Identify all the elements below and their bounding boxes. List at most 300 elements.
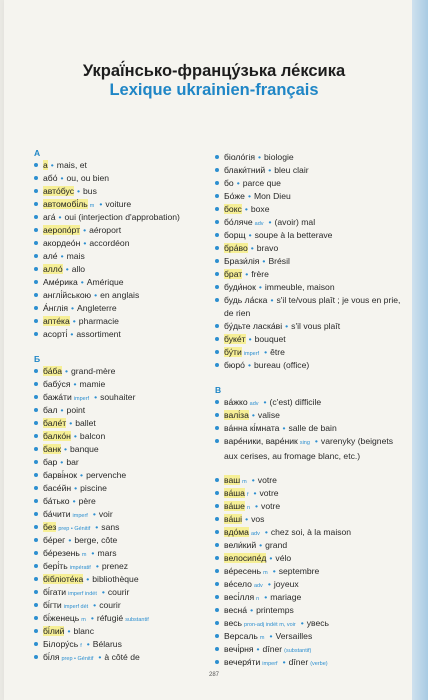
entry-translation: voiture (105, 199, 132, 209)
bullet-icon (34, 603, 38, 607)
dictionary-entry (215, 203, 407, 216)
entry-translation: vélo (275, 553, 292, 563)
entry-translation: accordéon (89, 238, 130, 248)
entry-word: буке́т (224, 334, 246, 344)
entry-word: бра́во (224, 243, 248, 253)
dictionary-entry (34, 328, 214, 341)
dictionary-entry (215, 164, 407, 177)
entry-translation: Brésil (268, 256, 290, 266)
separator-dot: • (93, 600, 97, 610)
bullet-icon (34, 332, 38, 336)
separator-dot: • (94, 392, 98, 402)
grammar-tag: m (81, 617, 86, 623)
entry-translation: chez soi, à la maison (270, 527, 352, 537)
entry-word: бі́женець (43, 613, 80, 623)
bullet-icon (34, 564, 38, 568)
entry-translation: dîner (262, 644, 283, 654)
entry-word: весь (224, 618, 243, 628)
bullet-icon (34, 408, 38, 412)
dictionary-entry (215, 539, 407, 552)
bullet-icon (34, 254, 38, 258)
grammar-tag: m (263, 570, 268, 576)
separator-dot: • (86, 574, 90, 584)
entry-word: ба́ба (43, 366, 63, 376)
dictionary-entry (215, 333, 407, 346)
entry-word: авто́бус (43, 186, 75, 196)
bullet-icon (215, 556, 219, 560)
entry-word: весі́лля (224, 592, 255, 602)
entry-translation: banque (70, 444, 99, 454)
entry-word: будь ла́ска (224, 295, 268, 305)
left-column (34, 147, 214, 664)
separator-dot: • (263, 397, 267, 407)
grammar-tag: substantif (125, 617, 149, 623)
entry-translation: courir (99, 600, 121, 610)
entry-translation: parce que (242, 178, 281, 188)
dictionary-entry (34, 302, 214, 315)
dictionary-entry (34, 289, 214, 302)
entry-translation: ballet (75, 418, 96, 428)
section-letter: А (34, 148, 41, 158)
entry-translation: blanc (73, 626, 95, 636)
entry-translation: vos (251, 514, 265, 524)
separator-dot: • (244, 204, 248, 214)
separator-dot: • (95, 522, 99, 532)
separator-dot: • (64, 444, 68, 454)
dictionary-entry (34, 250, 214, 263)
bullet-icon (34, 382, 38, 386)
entry-translation: prenez (101, 561, 129, 571)
dictionary-entry (215, 346, 407, 359)
dictionary-entry (34, 534, 214, 547)
entry-word: бу́дьте ласка́ві (224, 321, 283, 331)
dictionary-entry (215, 294, 407, 320)
separator-dot: • (72, 496, 76, 506)
entry-word: бі́гати (43, 587, 67, 597)
separator-dot: • (255, 501, 259, 511)
separator-dot: • (70, 329, 74, 339)
dictionary-entry (34, 224, 214, 237)
separator-dot: • (65, 264, 69, 274)
entry-word: ваш (224, 475, 241, 485)
dictionary-entry (215, 500, 407, 513)
entry-translation: Bélarus (92, 639, 122, 649)
separator-dot: • (269, 631, 273, 641)
dictionary-entry (34, 612, 214, 625)
entry-translation: courir (107, 587, 130, 597)
bullet-icon (34, 189, 38, 193)
entry-word: велосипе́д (224, 553, 267, 563)
entry-translation: printemps (256, 605, 294, 615)
entry-translation: dîner (288, 657, 309, 667)
separator-dot: • (268, 165, 272, 175)
dictionary-entry (215, 435, 407, 474)
entry-word: Бо́же (224, 191, 245, 201)
entry-word: вели́кий (224, 540, 257, 550)
entry-translation: s'il te/vous plaît ; je vous en prie, de rien (224, 295, 401, 318)
entry-word: варе́ники, варе́ник (224, 436, 298, 446)
dictionary-entry (215, 552, 407, 565)
bullet-icon (34, 512, 38, 516)
dictionary-entry (215, 255, 407, 268)
entry-word: асорті́ (43, 329, 68, 339)
entry-word: бу́ти (224, 347, 242, 357)
entry-word: ва́нна кі́мната (224, 423, 280, 433)
entry-word: ве́село (224, 579, 252, 589)
grammar-tag: imperf (262, 661, 278, 667)
bullet-icon (34, 499, 38, 503)
separator-dot: • (282, 657, 286, 667)
dictionary-entry (215, 216, 407, 229)
grammar-tag: imperf (243, 351, 260, 357)
separator-dot: • (300, 618, 304, 628)
separator-dot: • (60, 173, 64, 183)
entry-word: вечі́рня (224, 644, 254, 654)
dictionary-entry (215, 190, 407, 203)
dictionary-entry (215, 617, 407, 630)
bullet-icon (215, 426, 219, 430)
entry-word: бале́т (43, 418, 67, 428)
entry-word: бокс (224, 204, 242, 214)
separator-dot: • (264, 527, 268, 537)
dictionary-entry (34, 443, 214, 456)
dictionary-entry (215, 604, 407, 617)
separator-dot: • (258, 282, 262, 292)
separator-dot: • (264, 347, 268, 357)
dictionary-entry (34, 404, 214, 417)
entry-word: вдо́ма (224, 527, 249, 537)
dictionary-entry (34, 651, 214, 664)
separator-dot: • (269, 553, 273, 563)
entry-translation: point (66, 405, 86, 415)
entry-translation: Versailles (275, 631, 313, 641)
entry-translation: bar (66, 457, 79, 467)
dictionary-entry (34, 365, 214, 378)
bullet-icon (34, 538, 38, 542)
separator-dot: • (83, 238, 87, 248)
dictionary-entry (34, 560, 214, 573)
entry-word: ва́ша (224, 488, 245, 498)
entry-word: бабу́ся (43, 379, 71, 389)
bullet-icon (34, 163, 38, 167)
grammar-tag: m (242, 479, 247, 485)
separator-dot: • (285, 321, 289, 331)
separator-dot: • (236, 178, 240, 188)
entry-translation: ou, ou bien (66, 173, 110, 183)
bullet-icon (215, 491, 219, 495)
entry-word: ва́ші (224, 514, 243, 524)
bullet-icon (215, 608, 219, 612)
dictionary-entry (215, 177, 407, 190)
bullet-icon (34, 525, 38, 529)
entry-translation: immeuble, maison (264, 282, 335, 292)
entry-translation: soupe à la betterave (254, 230, 333, 240)
dictionary-entry (215, 422, 407, 435)
entry-word: англі́йською (43, 290, 92, 300)
entry-translation: à côté de (104, 652, 140, 662)
grammar-tag: imperf (72, 513, 88, 519)
bullet-icon (34, 369, 38, 373)
bullet-icon (215, 621, 219, 625)
bullet-icon (215, 363, 219, 367)
entry-word: бібліоте́ка (43, 574, 84, 584)
bullet-icon (34, 616, 38, 620)
dictionary-entry (34, 573, 214, 586)
bullet-icon (215, 350, 219, 354)
bullet-icon (34, 241, 38, 245)
entry-translation: (avoir) mal (274, 217, 316, 227)
entry-word: але́ (43, 251, 58, 261)
dictionary-entry (34, 456, 214, 469)
entry-translation: mais (66, 251, 85, 261)
entry-translation: berge, côte (74, 535, 118, 545)
separator-dot: • (245, 269, 249, 279)
entry-word: блаки́тний (224, 165, 266, 175)
separator-dot: • (80, 470, 84, 480)
dictionary-entry (34, 378, 214, 391)
bullet-icon (34, 280, 38, 284)
entry-translation: septembre (278, 566, 320, 576)
dictionary-entry (34, 521, 214, 534)
bullet-icon (215, 569, 219, 573)
entry-translation: bleu clair (274, 165, 309, 175)
dictionary-entry (215, 281, 407, 294)
entry-word: борщ (224, 230, 246, 240)
separator-dot: • (65, 366, 69, 376)
entry-translation: allo (71, 264, 86, 274)
entry-word: бар (43, 457, 58, 467)
entry-word: бі́лий (43, 626, 65, 636)
separator-dot: • (74, 483, 78, 493)
dictionary-entry (215, 656, 407, 669)
bullet-icon (215, 337, 219, 341)
dictionary-entry (215, 487, 407, 500)
separator-dot: • (101, 587, 105, 597)
entry-translation: piscine (80, 483, 107, 493)
grammar-tag: imperf dét (63, 604, 89, 610)
entry-word: акордео́н (43, 238, 81, 248)
grammar-tag: n (256, 596, 260, 602)
bullet-icon (215, 543, 219, 547)
entry-translation: mariage (270, 592, 302, 602)
bullet-icon (34, 590, 38, 594)
entry-translation: valise (257, 410, 280, 420)
entry-word: Аме́рика (43, 277, 78, 287)
entry-translation: oui (interjection d'approbation) (64, 212, 180, 222)
separator-dot: • (67, 626, 71, 636)
separator-dot: • (58, 212, 62, 222)
entry-word: бо́ляче (224, 217, 253, 227)
separator-dot: • (253, 488, 257, 498)
entry-word: Брази́лія (224, 256, 260, 266)
dictionary-entry (34, 430, 214, 443)
entry-translation: souhaiter (100, 392, 136, 402)
separator-dot: • (248, 230, 252, 240)
grammar-tag: m (259, 635, 265, 641)
grammar-tag: imperf indét (68, 591, 97, 597)
dictionary-entry (34, 185, 214, 198)
entry-translation: sans (101, 522, 120, 532)
dictionary-entry (34, 172, 214, 185)
dictionary-entry (215, 526, 407, 539)
entry-word: або́ (43, 173, 58, 183)
entry-translation: mars (97, 548, 117, 558)
bullet-icon (34, 447, 38, 451)
dictionary-entry (215, 578, 407, 591)
entry-word: ба́тько (43, 496, 70, 506)
bullet-icon (215, 155, 219, 159)
separator-dot: • (72, 316, 76, 326)
bullet-icon (215, 413, 219, 417)
bullet-icon (215, 530, 219, 534)
entry-translation: votre (259, 488, 279, 498)
separator-dot: • (282, 423, 286, 433)
dictionary-entry (34, 638, 214, 651)
bullet-icon (215, 220, 219, 224)
dictionary-entry (215, 359, 407, 372)
bullet-icon (215, 194, 219, 198)
bullet-icon (215, 660, 219, 664)
bullet-icon (34, 306, 38, 310)
entry-translation: bouquet (254, 334, 286, 344)
grammar-tag: imperf (73, 396, 90, 402)
bullet-icon (34, 629, 38, 633)
entry-word: брат (224, 269, 243, 279)
entry-word: бо (224, 178, 234, 188)
separator-dot: • (251, 475, 255, 485)
entry-word: апте́ка (43, 316, 70, 326)
dictionary-entry (34, 495, 214, 508)
bullet-icon (34, 577, 38, 581)
right-column (215, 151, 407, 669)
separator-dot: • (69, 418, 73, 428)
entry-word: балко́н (43, 431, 71, 441)
entry-translation: pharmacie (78, 316, 119, 326)
dictionary-entry (215, 229, 407, 242)
grammar-tag: m (81, 552, 87, 558)
entry-translation: bus (83, 186, 97, 196)
dictionary-entry (34, 198, 214, 211)
entry-word: бал (43, 405, 58, 415)
dictionary-entry (34, 469, 214, 482)
dictionary-entry (215, 151, 407, 164)
bullet-icon (215, 504, 219, 508)
entry-word: ага́ (43, 212, 56, 222)
separator-dot: • (245, 514, 249, 524)
grammar-tag: adv (249, 401, 259, 407)
separator-dot: • (250, 605, 254, 615)
dictionary-entry (34, 276, 214, 289)
bullet-icon (34, 551, 38, 555)
entry-word: а (43, 160, 48, 170)
entry-translation: увесь (306, 618, 330, 628)
bullet-icon (34, 395, 38, 399)
entry-word: весна́ (224, 605, 248, 615)
entry-word: валі́за (224, 410, 249, 420)
bullet-icon (34, 460, 38, 464)
section-letter: В (215, 385, 222, 395)
dictionary-entry (34, 237, 214, 250)
entry-translation: Amérique (86, 277, 124, 287)
bullet-icon (34, 176, 38, 180)
entry-translation: s'il vous plaît (291, 321, 341, 331)
bullet-icon (215, 439, 219, 443)
separator-dot: • (90, 613, 94, 623)
section-letter: Б (34, 354, 41, 364)
dictionary-entry (215, 643, 407, 656)
separator-dot: • (314, 436, 318, 446)
entry-word: басе́йн (43, 483, 72, 493)
entry-translation: votre (257, 475, 277, 485)
entry-word: бі́гти (43, 600, 62, 610)
bullet-icon (215, 259, 219, 263)
separator-dot: • (68, 535, 72, 545)
dictionary-entry (215, 630, 407, 643)
bullet-icon (215, 298, 219, 302)
bullet-icon (34, 642, 38, 646)
dictionary-entry (34, 159, 214, 172)
entry-word: бе́резень (43, 548, 80, 558)
dictionary-entry (215, 591, 407, 604)
bullet-icon (215, 272, 219, 276)
entry-word: бюро́ (224, 360, 245, 370)
dictionary-entry (34, 586, 214, 599)
entry-word: ве́ресень (224, 566, 262, 576)
bullet-icon (34, 486, 38, 490)
bullet-icon (34, 267, 38, 271)
separator-dot: • (92, 509, 96, 519)
grammar-tag: f (80, 643, 82, 649)
separator-dot: • (262, 256, 266, 266)
bullet-icon (215, 233, 219, 237)
separator-dot: • (250, 243, 254, 253)
entry-translation: bureau (office) (253, 360, 310, 370)
entry-word: біоло́гія (224, 152, 256, 162)
dictionary-entry (215, 242, 407, 255)
grammar-tag: (verbe) (310, 661, 328, 667)
page-title-french: Lexique ukrainien-français (109, 81, 319, 99)
entry-word: ва́жко (224, 397, 248, 407)
separator-dot: • (98, 652, 102, 662)
separator-dot: • (251, 410, 255, 420)
grammar-tag: adv (254, 221, 264, 227)
bullet-icon (215, 324, 219, 328)
entry-translation: joyeux (273, 579, 299, 589)
entry-word: буди́нок (224, 282, 256, 292)
bullet-icon (34, 655, 38, 659)
page-edge-tab (412, 0, 428, 700)
entry-word: бажа́ти (43, 392, 72, 402)
entry-translation: votre (261, 501, 281, 511)
entry-translation: être (270, 347, 285, 357)
entry-translation: frère (251, 269, 269, 279)
separator-dot: • (60, 457, 64, 467)
dictionary-entry (34, 599, 214, 612)
bullet-icon (215, 207, 219, 211)
separator-dot: • (71, 303, 75, 313)
bullet-icon (34, 421, 38, 425)
separator-dot: • (247, 191, 251, 201)
separator-dot: • (258, 152, 262, 162)
entry-word: барві́нок (43, 470, 78, 480)
grammar-tag: impératif (69, 565, 91, 571)
entry-translation: en anglais (100, 290, 140, 300)
entry-word: А́нглія (43, 303, 69, 313)
separator-dot: • (60, 405, 64, 415)
grammar-tag: (substantif) (284, 648, 312, 654)
bullet-icon (215, 517, 219, 521)
entry-translation: Angleterre (77, 303, 117, 313)
